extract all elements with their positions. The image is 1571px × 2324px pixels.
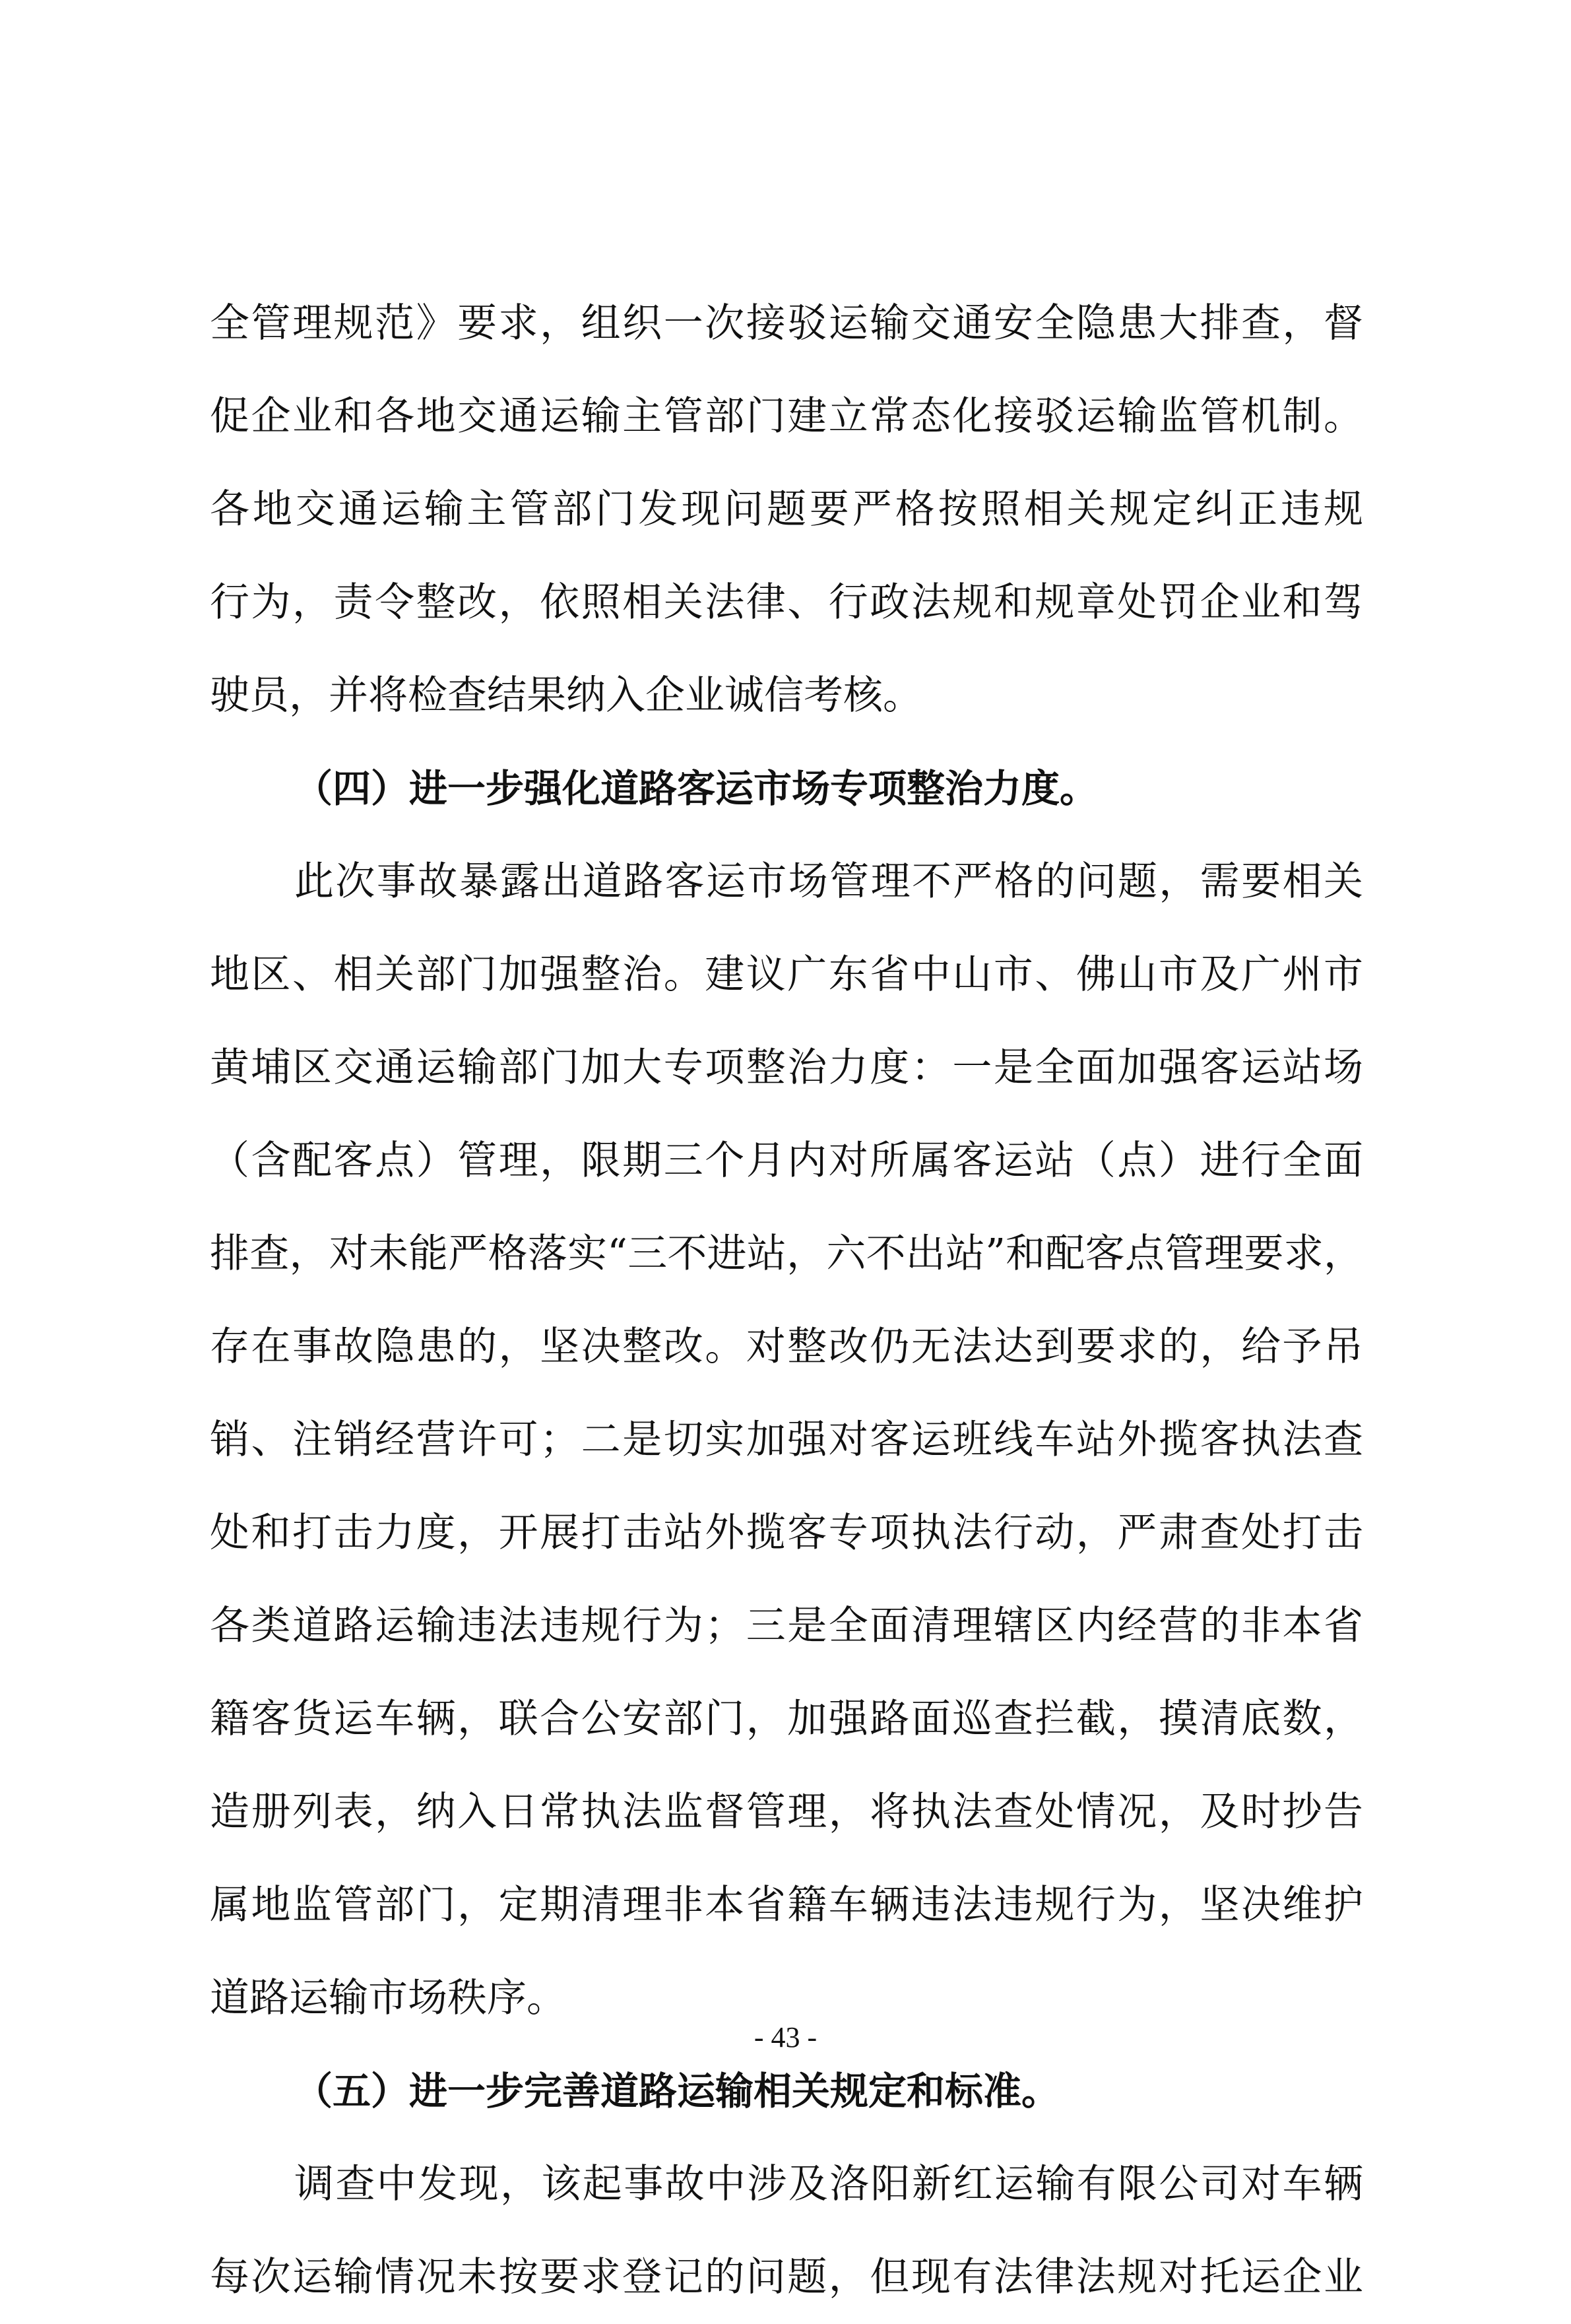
- text-line: 地区、相关部门加强整治。建议广东省中山市、佛山市及广州市: [210, 952, 1363, 998]
- text-line: 排查，对未能严格落实“三不进站，六不出站”和配客点管理要求，: [210, 1231, 1363, 1277]
- text-line: （含配客点）管理，限期三个月内对所属客运站（点）进行全面: [210, 1138, 1363, 1184]
- text-line: 处和打击力度，开展打击站外揽客专项执法行动，严肃查处打击: [210, 1510, 1363, 1556]
- section-heading-5: （五）进一步完善道路运输相关规定和标准。: [294, 2069, 1060, 2114]
- text-line: 各地交通运输主管部门发现问题要严格按照相关规定纠正违规: [210, 486, 1363, 533]
- text-line: 促企业和各地交通运输主管部门建立常态化接驳运输监管机制。: [210, 393, 1363, 439]
- text-line: 全管理规范》要求，组织一次接驳运输交通安全隐患大排查，督: [210, 300, 1363, 346]
- text-line: 销、注销经营许可；二是切实加强对客运班线车站外揽客执法查: [210, 1417, 1363, 1463]
- text-line: 黄埔区交通运输部门加大专项整治力度：一是全面加强客运站场: [210, 1045, 1363, 1091]
- text-line: 行为，责令整改，依照相关法律、行政法规和规章处罚企业和驾: [210, 579, 1363, 626]
- paragraph-first-line: 调查中发现，该起事故中涉及洛阳新红运输有限公司对车辆: [294, 2161, 1363, 2207]
- text-line: 驶员，并将检查结果纳入企业诚信考核。: [210, 672, 922, 719]
- text-line: 各类道路运输违法违规行为；三是全面清理辖区内经营的非本省: [210, 1603, 1363, 1649]
- page-number: - 43 -: [753, 2021, 818, 2053]
- paragraph-first-line: 此次事故暴露出道路客运市场管理不严格的问题，需要相关: [294, 858, 1363, 905]
- text-line: 存在事故隐患的，坚决整改。对整改仍无法达到要求的，给予吊: [210, 1324, 1363, 1370]
- text-line: 造册列表，纳入日常执法监督管理，将执法查处情况，及时抄告: [210, 1789, 1363, 1835]
- text-line: 道路运输市场秩序。: [210, 1975, 566, 2021]
- section-heading-4: （四）进一步强化道路客运市场专项整治力度。: [294, 766, 1099, 811]
- text-line: 属地监管部门，定期清理非本省籍车辆违法违规行为，坚决维护: [210, 1882, 1363, 1928]
- text-line: 籍客货运车辆，联合公安部门，加强路面巡查拦截，摸清底数，: [210, 1696, 1363, 1742]
- text-line: 每次运输情况未按要求登记的问题，但现有法律法规对托运企业: [210, 2254, 1363, 2300]
- document-body: [210, 277, 1363, 2324]
